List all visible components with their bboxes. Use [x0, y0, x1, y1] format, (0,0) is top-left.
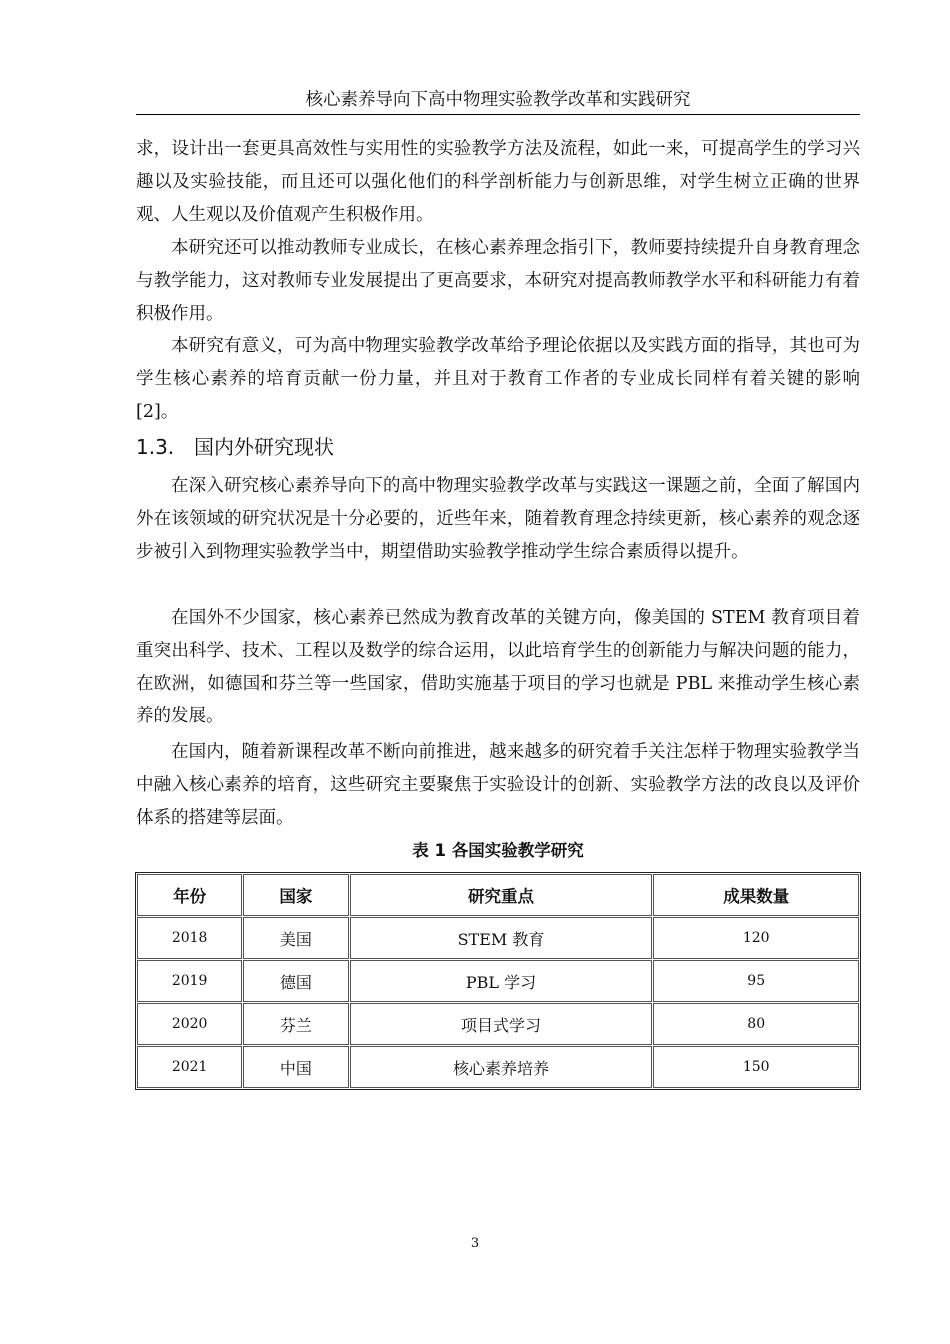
table-row	[137, 917, 859, 959]
paragraph-3: 本研究有意义，可为高中物理实验教学改革给予理论依据以及实践方面的指导，其也可为学生核心素养的培育贡献一份力量，并且对于教育工作者的专业成长同样有着关键的影响[2]。	[136, 336, 860, 422]
cell-year: 2018	[137, 917, 242, 959]
cell-focus: PBL 学习	[350, 960, 653, 1002]
page-number: 3	[470, 1236, 480, 1251]
table-container	[135, 872, 861, 1090]
cell-count: 120	[653, 917, 859, 959]
table-row	[137, 1046, 859, 1088]
cell-focus: 核心素养培养	[350, 1046, 653, 1088]
header-year: 年份	[137, 874, 242, 916]
table-header-row	[137, 874, 859, 916]
table-caption: 表 1 各国实验教学研究	[412, 841, 584, 860]
section-number: 1.3.	[136, 435, 175, 459]
cell-count: 80	[653, 1003, 859, 1045]
research-table	[135, 872, 861, 1090]
cell-year: 2020	[137, 1003, 242, 1045]
section-heading	[136, 432, 334, 462]
section-title: 国内外研究现状	[194, 435, 334, 459]
table-row	[137, 1003, 859, 1045]
cell-focus: 项目式学习	[350, 1003, 653, 1045]
header-country: 国家	[243, 874, 348, 916]
section-paragraph-3: 在国内，随着新课程改革不断向前推进，越来越多的研究着手关注怎样于物理实验教学当中融入核心素养的培育，这些研究主要聚焦于实验设计的创新、实验教学方法的改良以及评价体系的搭建等层面。	[136, 742, 860, 828]
section-paragraph-1: 在深入研究核心素养导向下的高中物理实验教学改革与实践这一课题之前，全面了解国内外在该领域的研究状况是十分必要的，近些年来，随着教育理念持续更新，核心素养的观念逐步被引入到物理实验教学当中，期望借助实验教学推动学生综合素质得以提升。	[136, 476, 860, 562]
cell-country: 中国	[243, 1046, 348, 1088]
paragraph-1: 求，设计出一套更具高效性与实用性的实验教学方法及流程，如此一来，可提高学生的学习兴趣以及实验技能，而且还可以强化他们的科学剖析能力与创新思维，对学生树立正确的世界观、人生观以及价值观产生积极作用。	[136, 139, 860, 225]
page-header	[136, 88, 860, 115]
cell-country: 德国	[243, 960, 348, 1002]
cell-country: 芬兰	[243, 1003, 348, 1045]
table-row	[137, 960, 859, 1002]
cell-country: 美国	[243, 917, 348, 959]
header-title: 核心素养导向下高中物理实验教学改革和实践研究	[305, 90, 691, 110]
header-count: 成果数量	[653, 874, 859, 916]
cell-count: 95	[653, 960, 859, 1002]
cell-focus: STEM 教育	[350, 917, 653, 959]
cell-year: 2019	[137, 960, 242, 1002]
header-focus: 研究重点	[350, 874, 653, 916]
cell-year: 2021	[137, 1046, 242, 1088]
cell-count: 150	[653, 1046, 859, 1088]
paragraph-2: 本研究还可以推动教师专业成长，在核心素养理念指引下，教师要持续提升自身教育理念与教学能力，这对教师专业发展提出了更高要求，本研究对提高教师教学水平和科研能力有着积极作用。	[136, 238, 860, 324]
section-paragraph-2: 在国外不少国家，核心素养已然成为教育改革的关键方向，像美国的 STEM 教育项目着重突出科学、技术、工程以及数学的综合运用，以此培育学生的创新能力与解决问题的能力，在欧洲，如德国和芬兰等一些国家，借助实施基于项目的学习也就是 PBL 来推动学生核心素养的发展。	[136, 608, 860, 727]
